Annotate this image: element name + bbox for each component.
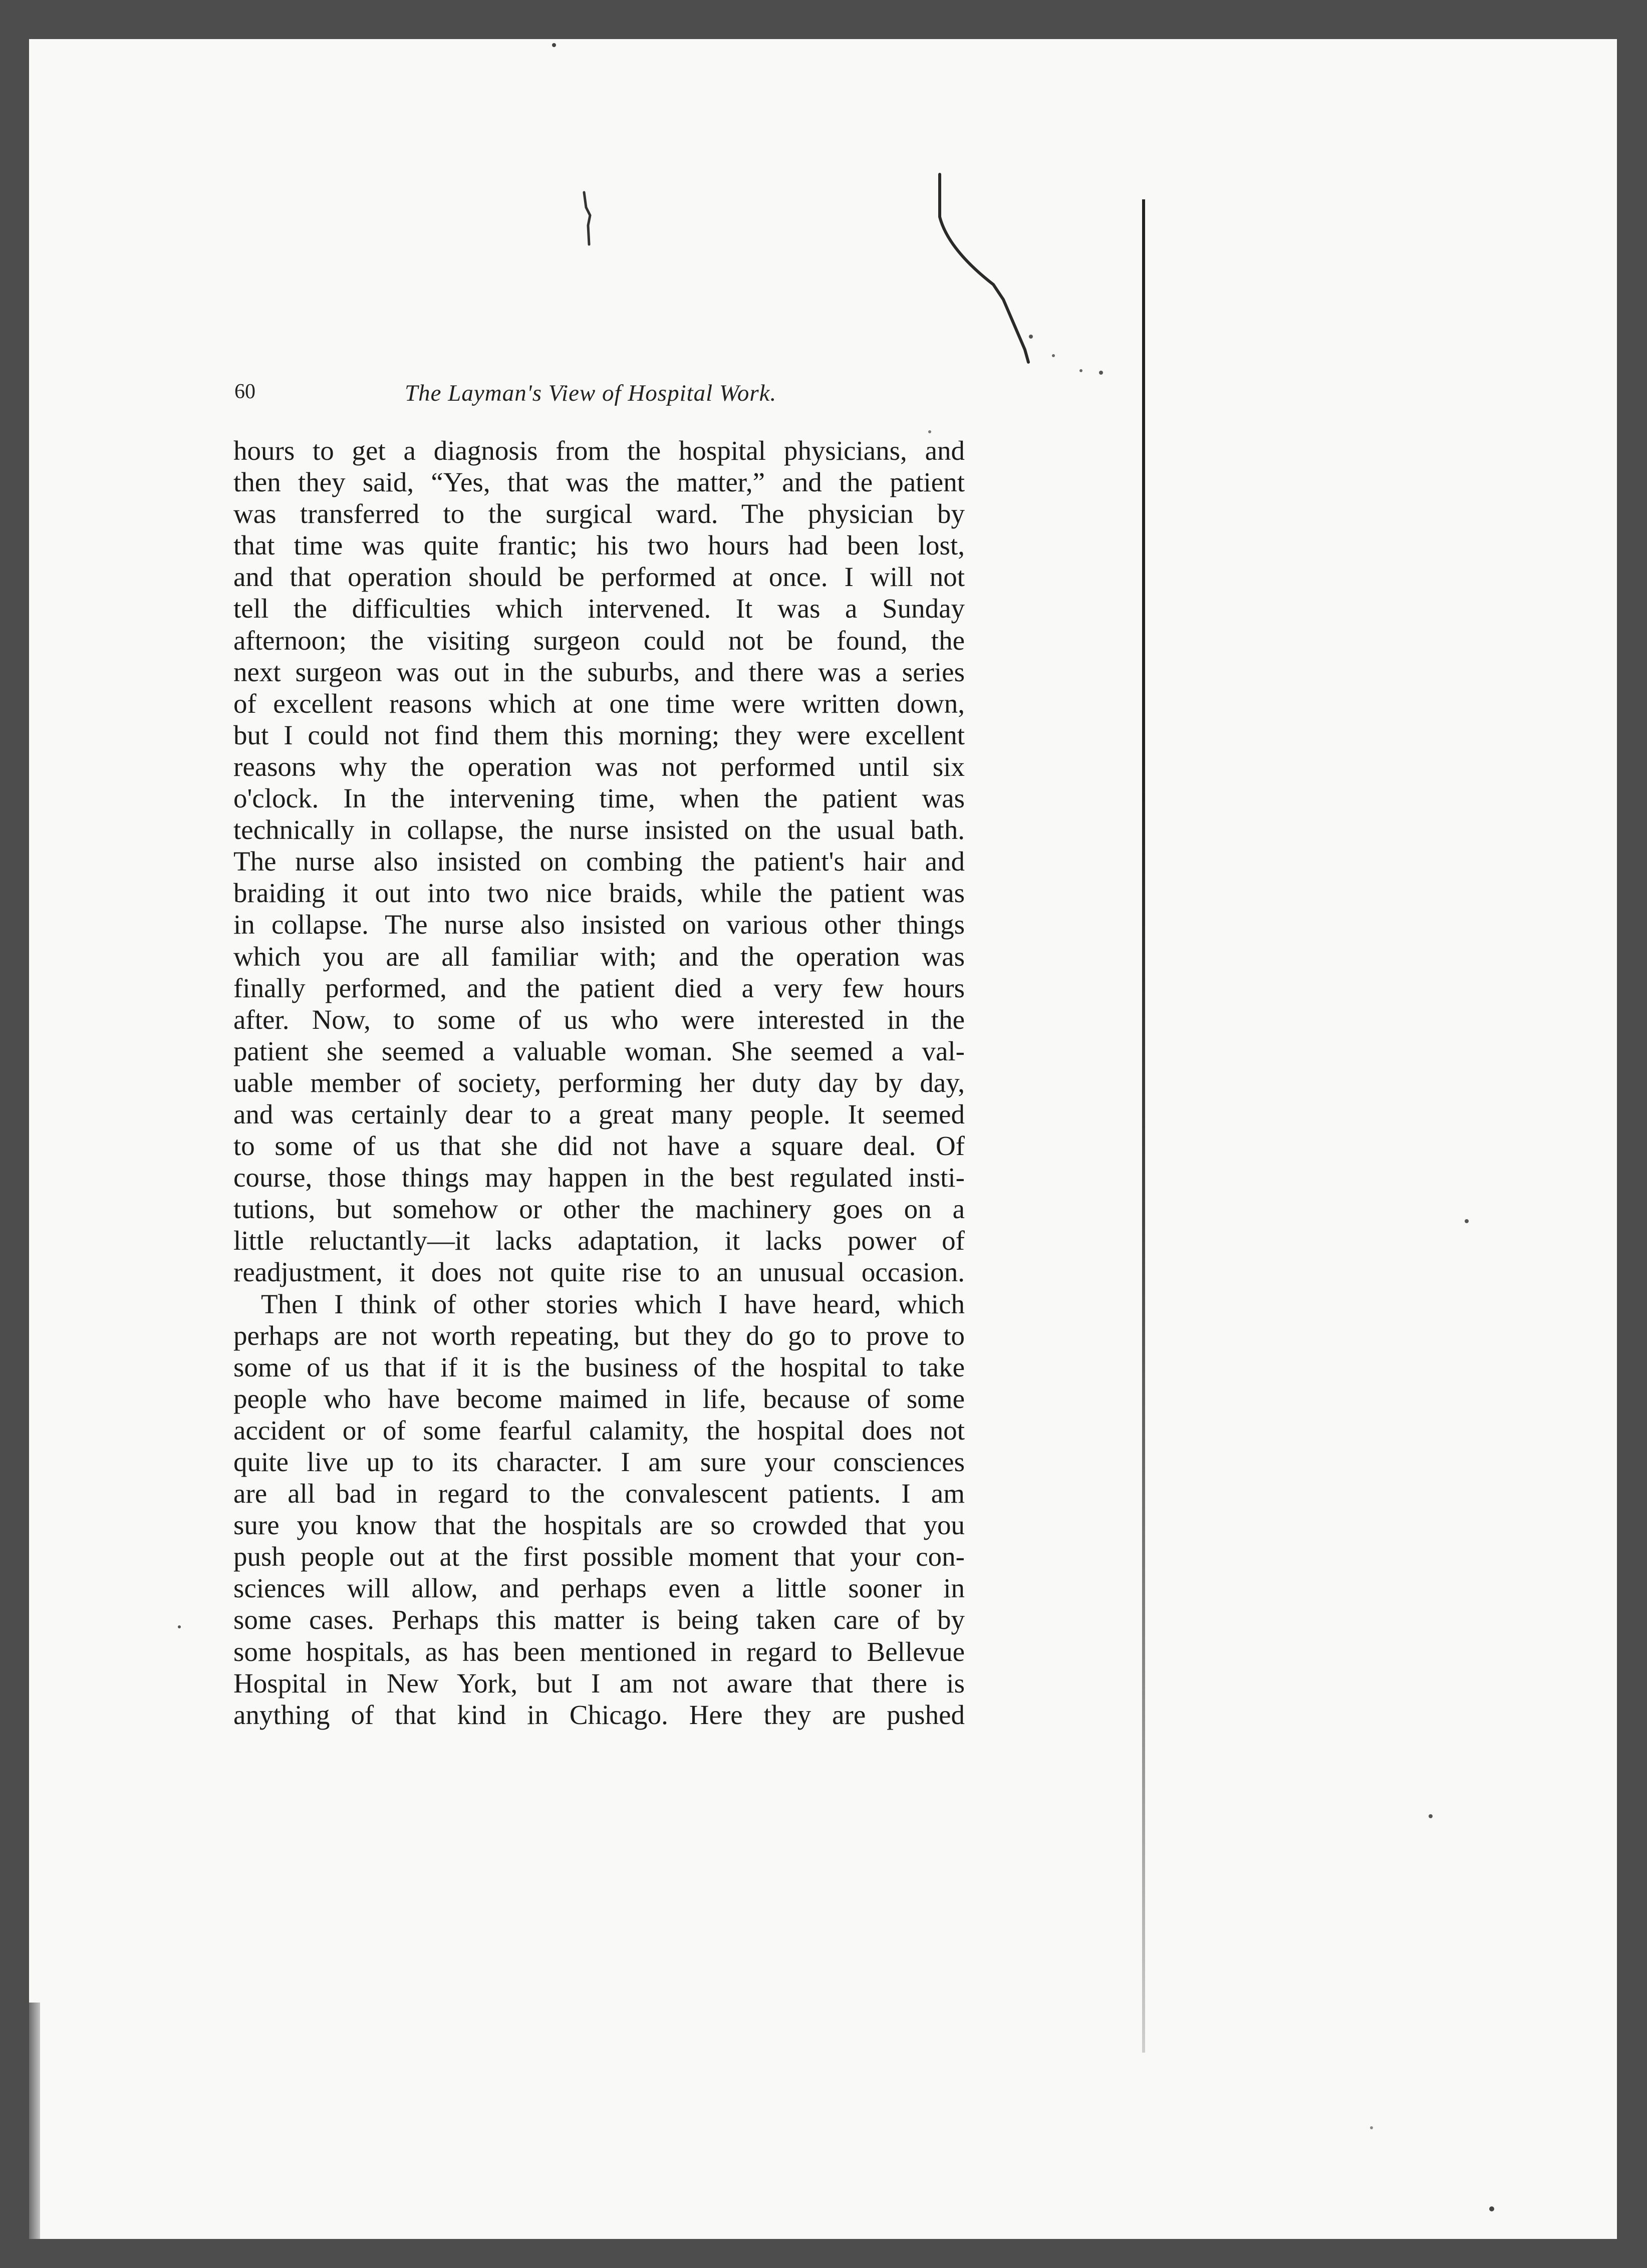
text-line: o'clock. In the intervening time, when the patient was xyxy=(233,783,965,814)
page-fold-line xyxy=(1142,199,1145,2053)
text-line: quite live up to its character. I am sure your consciences xyxy=(233,1447,965,1477)
speck xyxy=(1429,1814,1433,1818)
speck xyxy=(1370,2126,1373,2129)
text-line: reasons why the operation was not performed until six xyxy=(233,751,965,782)
text-line: in collapse. The nurse also insisted on various other things xyxy=(233,909,965,940)
text-line: tutions, but somehow or other the machinery goes on a xyxy=(233,1194,965,1225)
text-line: of excellent reasons which at one time were written down, xyxy=(233,688,965,719)
paragraph xyxy=(233,1288,965,1731)
text-line: and that operation should be performed at once. I will not xyxy=(233,561,965,593)
text-line: course, those things may happen in the best regulated insti- xyxy=(233,1162,965,1193)
text-line: some cases. Perhaps this matter is being taken care of by xyxy=(233,1604,965,1635)
text-line: afternoon; the visiting surgeon could not be found, the xyxy=(233,625,965,656)
text-line: some of us that if it is the business of the hospital to take xyxy=(233,1351,965,1382)
page-number: 60 xyxy=(234,380,255,403)
text-line: accident or of some fearful calamity, the hospital does not xyxy=(233,1414,965,1446)
text-line: little reluctantly—it lacks adaptation, it lacks power of xyxy=(233,1225,965,1256)
paragraph xyxy=(233,435,965,1288)
text-line: which you are all familiar with; and the operation was xyxy=(233,941,965,972)
text-line: sure you know that the hospitals are so crowded that you xyxy=(233,1510,965,1541)
text-line: Hospital in New York, but I am not aware that there is xyxy=(233,1667,965,1698)
text-line: that time was quite frantic; his two hours had been lost, xyxy=(233,530,965,561)
text-line: The nurse also insisted on combing the patient's hair and xyxy=(233,846,965,877)
text-line: to some of us that she did not have a square deal. Of xyxy=(233,1130,965,1162)
speck xyxy=(1079,369,1082,372)
running-title: The Layman's View of Hospital Work. xyxy=(405,380,777,406)
speck xyxy=(1465,1219,1469,1223)
text-line: Then I think of other stories which I have heard, which xyxy=(261,1288,965,1319)
text-line: but I could not find them this morning; they were excellent xyxy=(233,719,965,750)
speck xyxy=(1052,354,1055,357)
speck xyxy=(928,430,931,433)
text-line: uable member of society, performing her duty day by day, xyxy=(233,1067,965,1098)
text-line: readjustment, it does not quite rise to an unusual occasion. xyxy=(233,1257,965,1288)
text-line: tell the difficulties which intervened. It was a Sunday xyxy=(233,593,965,624)
text-line: next surgeon was out in the suburbs, and there was a series xyxy=(233,656,965,687)
text-line: after. Now, to some of us who were interested in the xyxy=(233,1004,965,1035)
speck xyxy=(178,1625,181,1628)
running-head xyxy=(234,380,976,420)
speck xyxy=(1489,2206,1494,2211)
text-line: was transferred to the surgical ward. The physician by xyxy=(233,498,965,529)
text-line: patient she seemed a valuable woman. She seemed a val- xyxy=(233,1035,965,1066)
pencil-mark xyxy=(584,192,590,244)
text-line: people who have become maimed in life, because of some xyxy=(233,1383,965,1414)
text-line: technically in collapse, the nurse insisted on the usual bath. xyxy=(233,814,965,845)
text-line: are all bad in regard to the convalescent patients. I am xyxy=(233,1478,965,1509)
text-line: perhaps are not worth repeating, but they do go to prove to xyxy=(233,1320,965,1351)
pencil-stroke xyxy=(940,174,1028,362)
text-line: push people out at the first possible moment that your con- xyxy=(233,1541,965,1572)
text-line: then they said, “Yes, that was the matter,” and the patient xyxy=(233,467,965,498)
scanned-page xyxy=(29,39,1617,2239)
text-line: braiding it out into two nice braids, while the patient was xyxy=(233,878,965,909)
text-line: some hospitals, as has been mentioned in regard to Bellevue xyxy=(233,1636,965,1667)
speck xyxy=(552,43,556,47)
body-text xyxy=(233,435,965,1731)
speck xyxy=(1099,371,1103,375)
text-line: and was certainly dear to a great many people. It seemed xyxy=(233,1098,965,1129)
text-line: finally performed, and the patient died a very few hours xyxy=(233,972,965,1003)
text-line: hours to get a diagnosis from the hospital physicians, and xyxy=(233,435,965,466)
text-line: anything of that kind in Chicago. Here they are pushed xyxy=(233,1699,965,1730)
speck xyxy=(1029,335,1033,339)
text-line: sciences will allow, and perhaps even a little sooner in xyxy=(233,1573,965,1604)
